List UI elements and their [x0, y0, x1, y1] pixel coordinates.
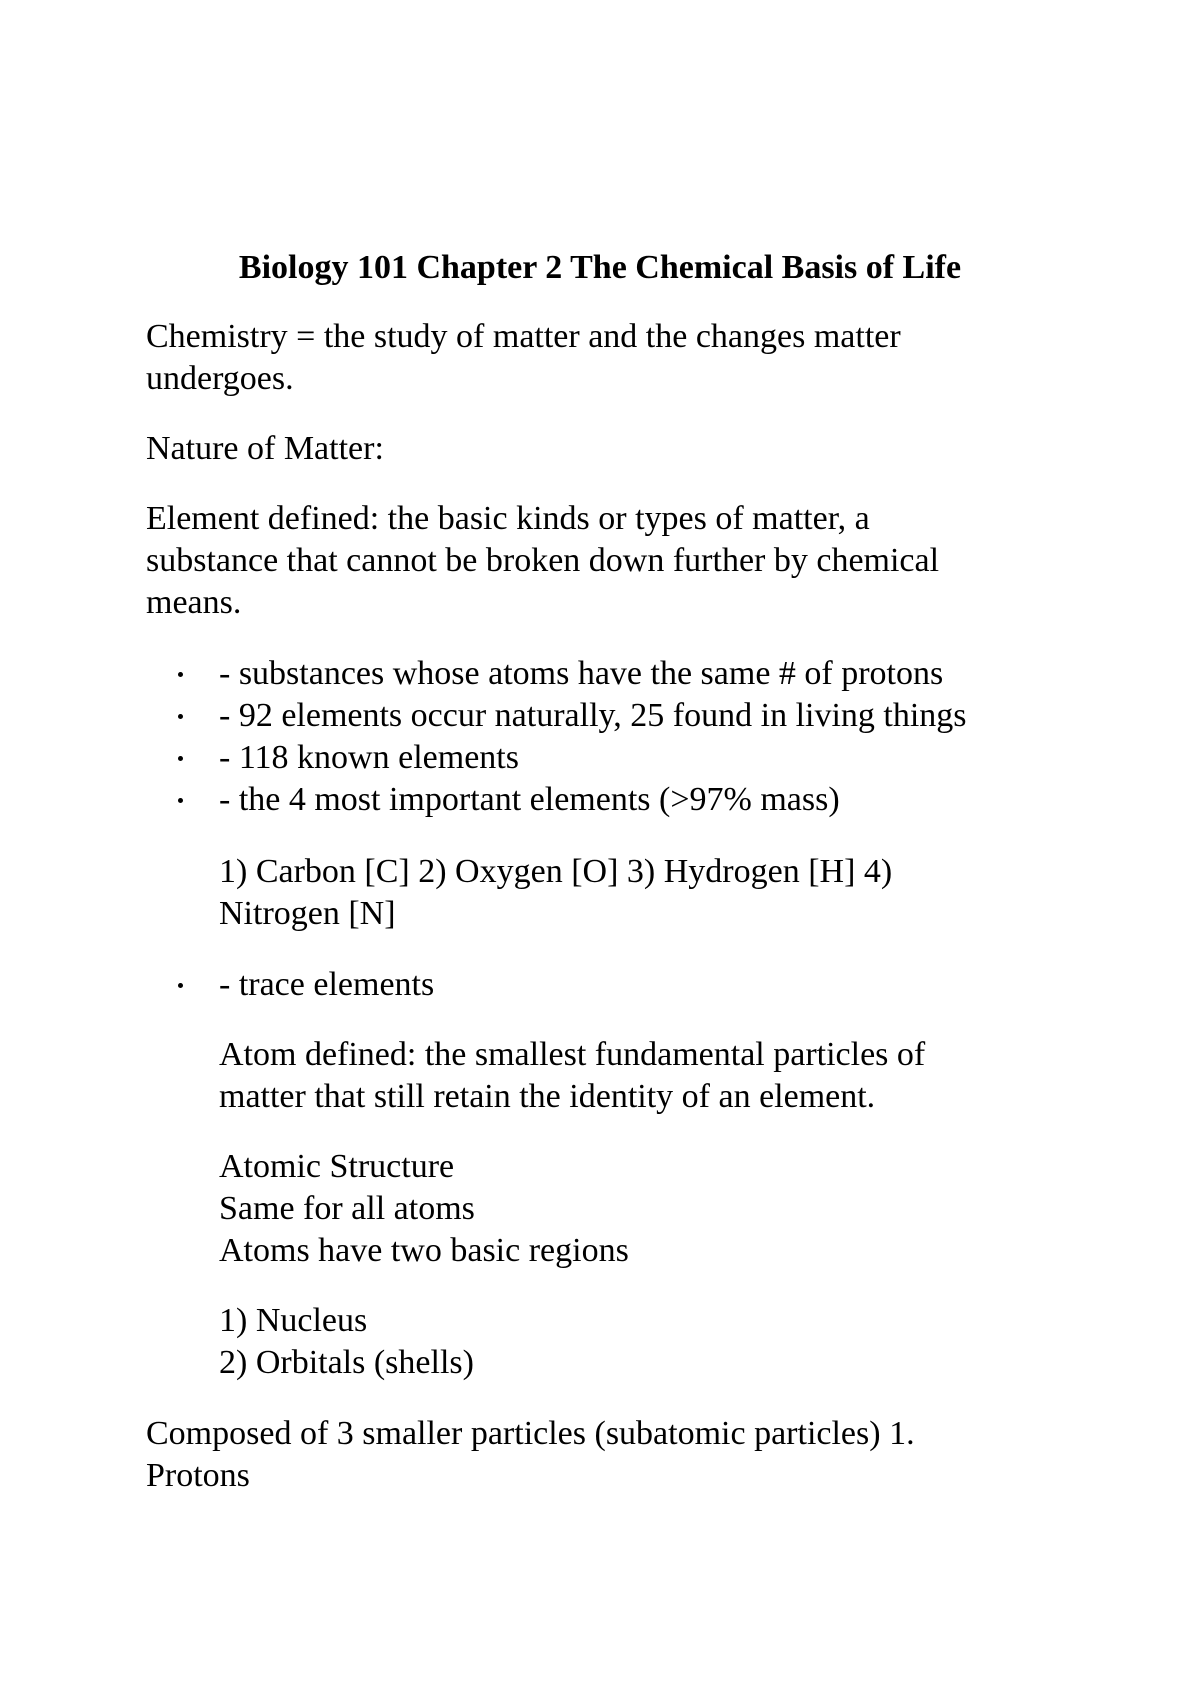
element-facts-list: [174, 653, 1074, 821]
document-title: Biology 101 Chapter 2 The Chemical Basis of Life: [238, 249, 962, 286]
bullet-icon: [178, 756, 183, 761]
list-item: [174, 695, 1074, 737]
chemistry-definition-line-2: undergoes.: [146, 360, 294, 397]
atom-regions-list: [219, 1300, 1039, 1384]
atom-definition-line-2: matter that still retain the identity of an element.: [219, 1078, 876, 1115]
important-elements-line-1: 1) Carbon [C] 2) Oxygen [O] 3) Hydrogen [H] 4): [219, 853, 893, 890]
atom-region-orbitals: 2) Orbitals (shells): [219, 1344, 474, 1381]
bullet-icon: [178, 798, 183, 803]
list-item: [174, 779, 1074, 821]
important-elements-line-2: Nitrogen [N]: [219, 895, 396, 932]
list-item: [174, 653, 1074, 695]
list-item-text: - the 4 most important elements (>97% mass): [219, 781, 840, 818]
element-definition-line-1: Element defined: the basic kinds or types of matter, a: [146, 500, 870, 537]
atomic-structure-heading: Atomic Structure: [219, 1148, 455, 1185]
chemistry-definition-line-1: Chemistry = the study of matter and the changes matter: [146, 318, 901, 355]
element-definition: [146, 498, 1046, 624]
atom-definition: [219, 1034, 1039, 1118]
bullet-icon: [178, 983, 183, 988]
list-item-text: - 92 elements occur naturally, 25 found in living things: [219, 697, 967, 734]
subatomic-particles-paragraph: [146, 1413, 1046, 1497]
element-definition-line-2: substance that cannot be broken down further by chemical: [146, 542, 940, 579]
bullet-icon: [178, 672, 183, 677]
atomic-structure-line-3: Atoms have two basic regions: [219, 1232, 629, 1269]
subatomic-particles-line-2: Protons: [146, 1457, 250, 1494]
list-item: [174, 737, 1074, 779]
subatomic-particles-line-1: Composed of 3 smaller particles (subatomic particles) 1.: [146, 1415, 915, 1452]
list-item: [174, 964, 1074, 1006]
important-elements-list: [219, 851, 1039, 935]
atom-region-nucleus: 1) Nucleus: [219, 1302, 368, 1339]
atomic-structure-line-2: Same for all atoms: [219, 1190, 475, 1227]
list-item-text: - trace elements: [219, 966, 435, 1003]
list-item-text: - 118 known elements: [219, 739, 519, 776]
nature-of-matter-heading: Nature of Matter:: [146, 430, 384, 467]
chemistry-definition: [146, 316, 1046, 400]
atom-definition-line-1: Atom defined: the smallest fundamental particles of: [219, 1036, 926, 1073]
atomic-structure-section: [219, 1146, 1039, 1272]
list-item-text: - substances whose atoms have the same # of protons: [219, 655, 944, 692]
element-definition-line-3: means.: [146, 584, 242, 621]
bullet-icon: [178, 714, 183, 719]
trace-elements-list: [174, 964, 1074, 1006]
